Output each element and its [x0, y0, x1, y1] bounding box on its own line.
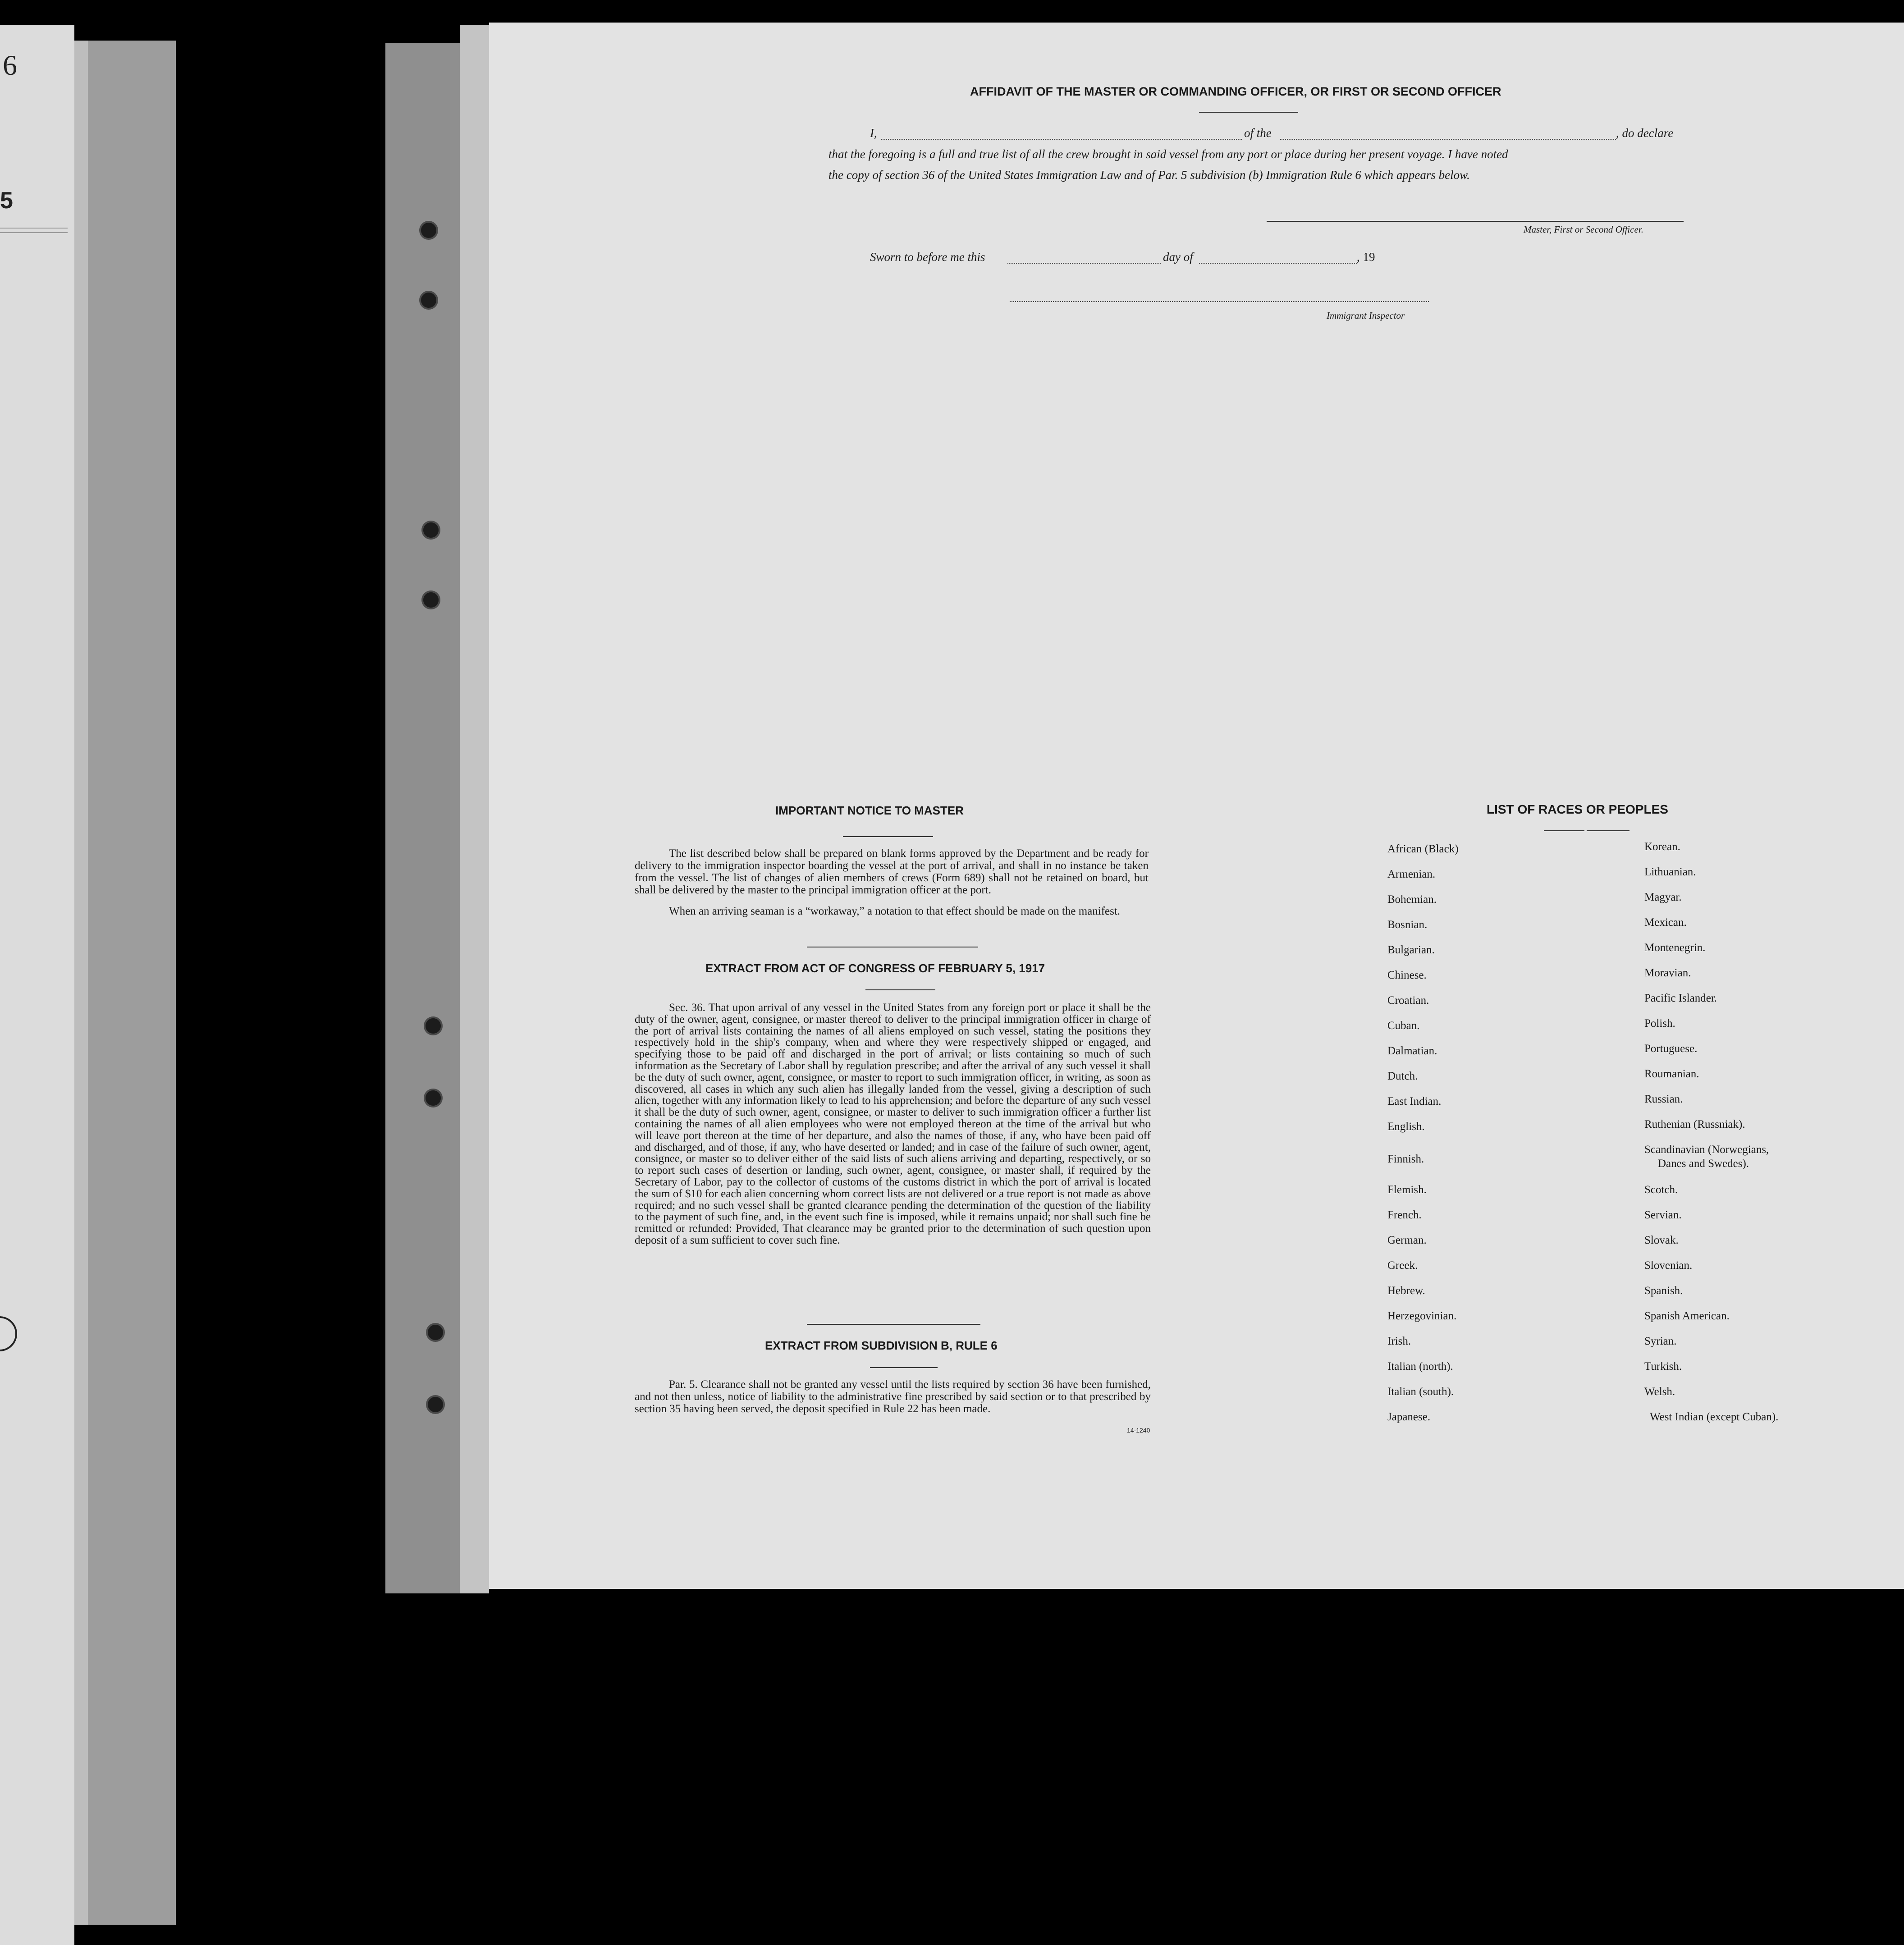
extract2-title: EXTRACT FROM SUBDIVISION B, RULE 6 — [765, 1339, 998, 1352]
sworn-mid: day of — [1163, 250, 1193, 264]
affidavit-line1-mid: of the — [1244, 126, 1272, 140]
notice-paragraph-1: The list described below shall be prepared on blank forms approved by the Department and be ready for delivery to the immigration inspector boarding the vessel at the port of arrival, and shall in no instance be taken from the vessel. The list of changes of alien members of crews (Form 689) shall not be retained on board, but shall be delivered by the master to the principal immigration officer at the port. — [635, 847, 1149, 896]
race-item: Slovenian. — [1644, 1259, 1693, 1272]
affidavit-line2: that the foregoing is a full and true list of all the crew brought in said vessel from any port or place during her present voyage. I have noted — [828, 147, 1508, 161]
inspector-label: Immigrant Inspector — [1327, 310, 1405, 321]
race-item: Magyar. — [1644, 891, 1682, 903]
race-item: Chinese. — [1387, 969, 1427, 981]
race-item: Bohemian. — [1387, 893, 1437, 906]
race-item: East Indian. — [1387, 1095, 1442, 1108]
race-item: Syrian. — [1644, 1335, 1677, 1347]
bottom-shadow — [489, 1589, 1904, 1724]
race-item: Armenian. — [1387, 868, 1436, 880]
sworn-day-blank — [1007, 263, 1161, 264]
race-item-continuation: Danes and Swedes). — [1658, 1158, 1749, 1170]
races-title: LIST OF RACES OR PEOPLES — [1487, 802, 1668, 816]
master-signature-line — [1267, 221, 1684, 222]
left-page-corner-number: 6 — [3, 49, 17, 81]
left-binding — [74, 41, 176, 1925]
spine-edge — [460, 25, 491, 1593]
extract2-text: Par. 5. Clearance shall not be granted any vessel until the lists required by section 36 have been furnished, and not then unless, notice of liability to the administrative fine prescribed by said section or to that prescribed by section 35 having been served, the deposit specified in Rule 22 has been made. — [635, 1378, 1151, 1415]
extract1-divider — [865, 989, 935, 990]
race-item: Croatian. — [1387, 994, 1429, 1007]
affidavit-line1-start: I, — [870, 126, 877, 140]
inspector-signature-line — [1010, 301, 1429, 302]
notice-divider — [843, 836, 933, 837]
binding-hole — [421, 590, 440, 609]
document-page — [489, 23, 1904, 1589]
extract1-text: Sec. 36. That upon arrival of any vessel in the United States from any foreign port or place it shall be the duty of the owner, agent, consignee, or master thereof to deliver to the principal immigration officer in charge of the port of arrival lists containing the names of all aliens employed on such vessel, stating the positions they respectively hold in the ship's company, when and where they were respectively shipped or engaged, and specifying those to be paid off and discharged in the port of arrival; or lists containing so much of such information as the Secretary of Labor shall by regulation prescribe; and after the arrival of any such vessel it shall be the duty of such owner, agent, consignee, or master to report to such immigration officer, in writing, as soon as discovered, all cases in which any such alien has illegally landed from the vessel, giving a description of such alien, together with any information likely to lead to his apprehension; and before the departure of any such vessel it shall be the duty of such owner, agent, consignee, or master to deliver to such immigration officer a further list containing the names of all alien employees who were not employed thereon at the time of the arrival but who will leave port thereon at the time of her departure, and also the names of those, if any, who have been paid off and discharged, and of those, if any, who have deserted or landed; and in case of the failure of such owner, agent, consignee, or master so to deliver either of the said lists of such aliens arriving and departing, respectively, or so to report such cases of desertion or landing, such owner, agent, consignee, or master shall, if required by the Secretary of Labor, pay to the collector of customs of the customs district in which the port of arrival is located the sum of $10 for each alien concerning whom correct lists are not delivered or a true report is not made as above required; and no such vessel shall be granted clearance pending the determination of the question of the liability to the payment of such fine, and, in the event such fine is imposed, while it remains unpaid; nor shall such fine be remitted or refunded: Provided, That clearance may be granted prior to the determination of such question upon deposit of a sum sufficient to cover such fine. — [635, 1002, 1151, 1246]
race-item: Ruthenian (Russniak). — [1644, 1118, 1745, 1130]
race-item: French. — [1387, 1209, 1422, 1221]
gutter-shadow — [74, 41, 88, 1925]
race-item: Roumanian. — [1644, 1068, 1699, 1080]
race-item: Japanese. — [1387, 1411, 1431, 1423]
race-item: Spanish American. — [1644, 1310, 1730, 1322]
vessel-blank — [1280, 139, 1616, 140]
race-item: Spanish. — [1644, 1285, 1683, 1297]
race-item: Hebrew. — [1387, 1285, 1425, 1297]
master-signature-label: Master, First or Second Officer. — [1524, 224, 1643, 235]
race-item: Cuban. — [1387, 1020, 1420, 1032]
race-item: English. — [1387, 1121, 1425, 1133]
binding-hole — [426, 1323, 445, 1342]
affidavit-line1-end: , do declare — [1616, 126, 1674, 140]
race-item: Dutch. — [1387, 1070, 1418, 1082]
race-item: Greek. — [1387, 1259, 1418, 1272]
race-item: Lithuanian. — [1644, 866, 1696, 878]
sworn-start: Sworn to before me this — [870, 250, 985, 264]
extract1-title: EXTRACT FROM ACT OF CONGRESS OF FEBRUARY 5, 1917 — [705, 961, 1045, 975]
binding-hole — [424, 1016, 443, 1035]
left-page-section-mark: 5 — [0, 188, 13, 214]
race-item: Russian. — [1644, 1093, 1683, 1105]
race-item: Bulgarian. — [1387, 944, 1435, 956]
race-item: West Indian (except Cuban). — [1650, 1411, 1779, 1423]
race-item: African (Black) — [1387, 843, 1459, 855]
binding-hole — [421, 521, 440, 540]
race-item: German. — [1387, 1234, 1427, 1246]
race-item: Montenegrin. — [1644, 942, 1706, 954]
race-item: Slovak. — [1644, 1234, 1679, 1246]
race-item: Scandinavian (Norwegians, — [1644, 1144, 1769, 1156]
races-divider — [1544, 830, 1584, 831]
race-item: Finnish. — [1387, 1153, 1424, 1165]
binding-hole — [424, 1089, 443, 1108]
race-item: Bosnian. — [1387, 919, 1428, 931]
title-divider — [1199, 112, 1298, 113]
sworn-month-blank — [1199, 263, 1357, 264]
race-item: Scotch. — [1644, 1184, 1678, 1196]
form-number: 14-1240 — [1127, 1427, 1150, 1434]
left-page-rule — [0, 232, 68, 233]
left-page-rule — [0, 228, 68, 229]
race-item: Polish. — [1644, 1017, 1675, 1030]
race-item: Italian (north). — [1387, 1360, 1453, 1373]
race-item: Portuguese. — [1644, 1043, 1698, 1055]
races-divider — [1587, 830, 1629, 831]
race-item: Herzegovinian. — [1387, 1310, 1457, 1322]
name-blank — [881, 139, 1242, 140]
race-item: Irish. — [1387, 1335, 1411, 1347]
race-item: Italian (south). — [1387, 1386, 1454, 1398]
sworn-year: , 19 — [1357, 250, 1375, 264]
affidavit-line3: the copy of section 36 of the United States Immigration Law and of Par. 5 subdivision (b) Immigration Rule 6 which appears below. — [828, 168, 1470, 182]
notice-title: IMPORTANT NOTICE TO MASTER — [775, 804, 964, 817]
section-divider — [807, 1324, 980, 1325]
left-page — [0, 25, 74, 1945]
race-item: Moravian. — [1644, 967, 1691, 979]
race-item: Pacific Islander. — [1644, 992, 1717, 1004]
affidavit-title: AFFIDAVIT OF THE MASTER OR COMMANDING OFFICER, OR FIRST OR SECOND OFFICER — [970, 85, 1501, 98]
race-item: Korean. — [1644, 841, 1680, 853]
binding-hole — [426, 1395, 445, 1414]
race-item: Turkish. — [1644, 1360, 1682, 1373]
notice-paragraph-2: When an arriving seaman is a “workaway,” a notation to that effect should be made on the manifest. — [669, 905, 1121, 917]
race-item: Servian. — [1644, 1209, 1682, 1221]
race-item: Welsh. — [1644, 1386, 1675, 1398]
extract2-divider — [870, 1367, 938, 1368]
binding-hole — [419, 291, 438, 310]
race-item: Dalmatian. — [1387, 1045, 1437, 1057]
binding-hole — [419, 221, 438, 240]
race-item: Mexican. — [1644, 916, 1687, 929]
race-item: Flemish. — [1387, 1184, 1427, 1196]
